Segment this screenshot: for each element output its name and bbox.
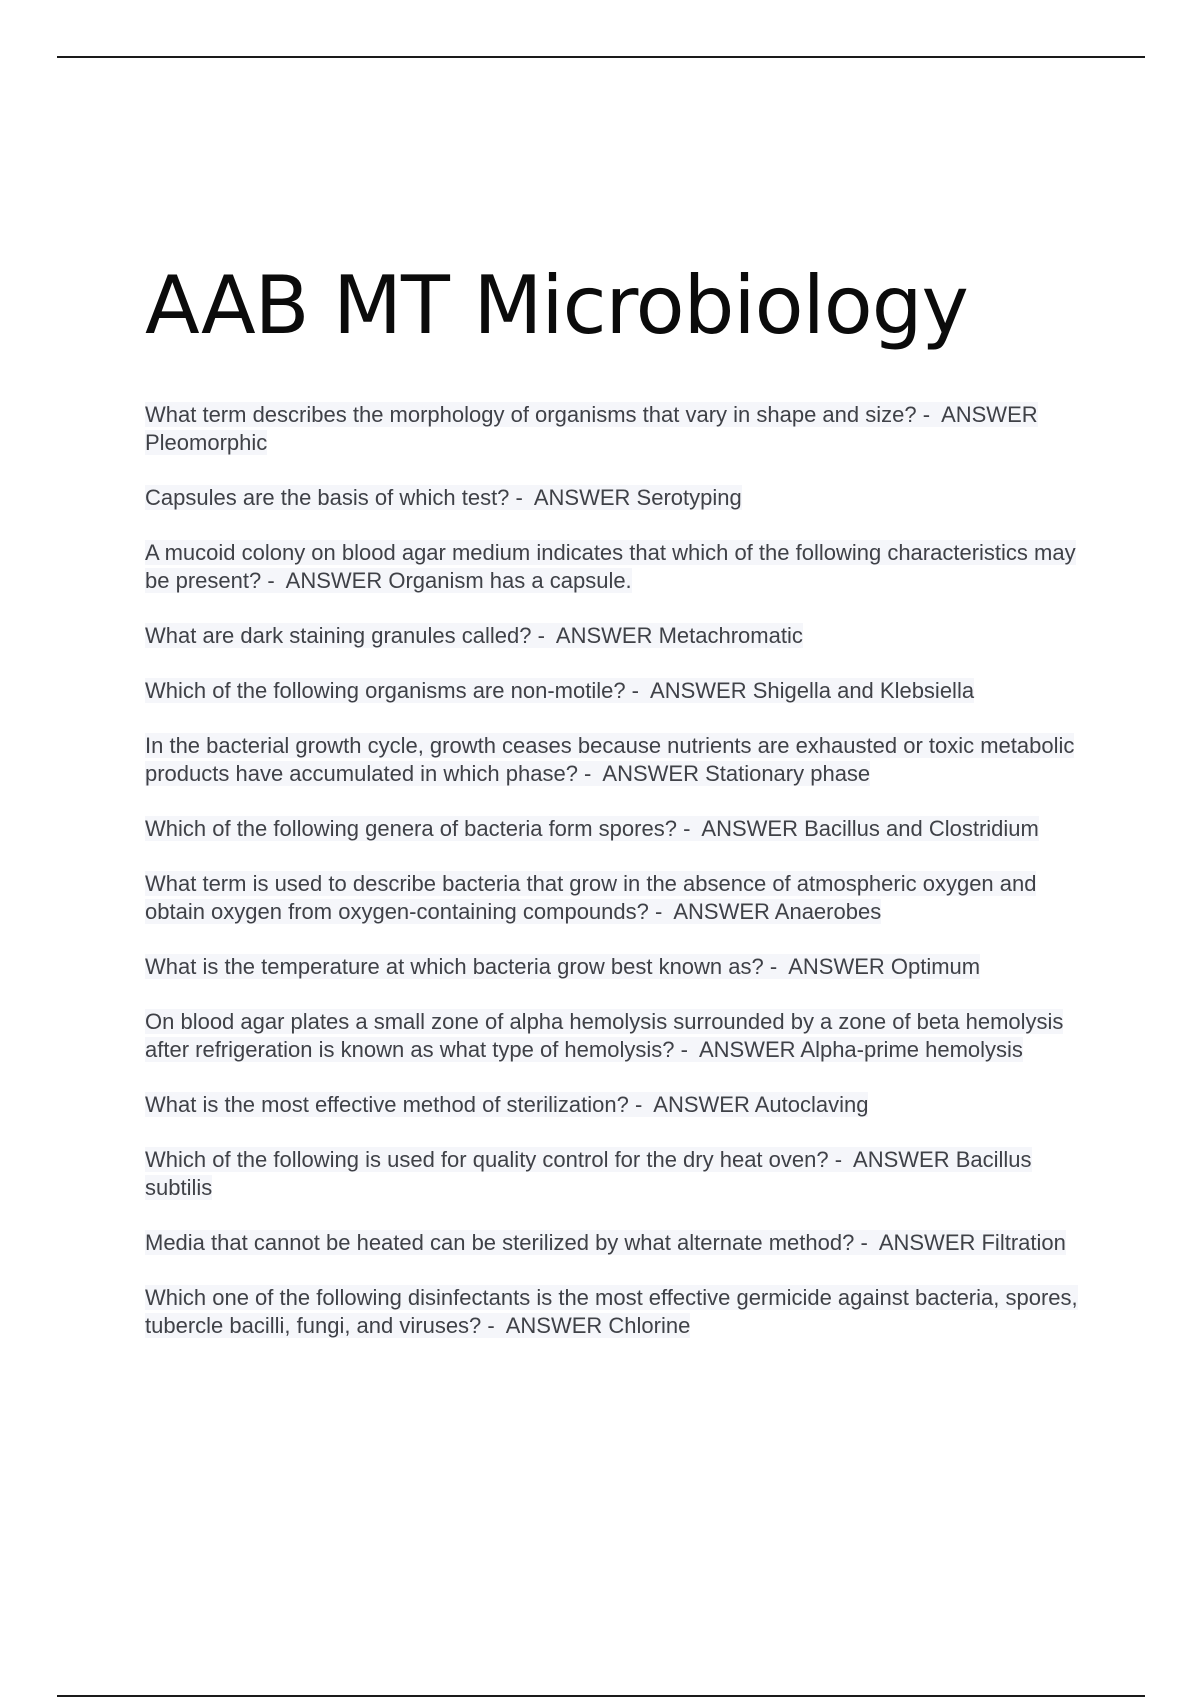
answer-text: ANSWER Alpha-prime hemolysis [698, 1037, 1023, 1062]
answer-text: ANSWER Bacillus subtilis [145, 1147, 1032, 1200]
qa-item [145, 870, 1090, 926]
qa-item [145, 401, 1090, 457]
answer-separator: - [916, 402, 942, 427]
question-text: Which of the following organisms are non-motile? [145, 678, 626, 703]
qa-item [145, 1008, 1090, 1064]
qa-item [145, 622, 1090, 650]
question-text: What is the most effective method of sterilization? [145, 1092, 629, 1117]
qa-item [145, 539, 1090, 595]
answer-text: ANSWER Shigella and Klebsiella [650, 678, 975, 703]
question-text: In the bacterial growth cycle, growth ceases because nutrients are exhausted or toxic metabolic products have accumulated in which phase? [145, 733, 1075, 786]
question-text: On blood agar plates a small zone of alpha hemolysis surrounded by a zone of beta hemolysis after refrigeration is known as what type of hemolysis? [145, 1009, 1064, 1062]
qa-item [145, 1091, 1090, 1119]
qa-item [145, 1146, 1090, 1202]
question-text: What term is used to describe bacteria that grow in the absence of atmospheric oxygen and obtain oxygen from oxygen-containing compounds? [145, 871, 1037, 924]
qa-item [145, 815, 1090, 843]
question-text: What term describes the morphology of organisms that vary in shape and size? [145, 402, 917, 427]
answer-separator: - [577, 761, 603, 786]
answer-text: ANSWER Bacillus and Clostridium [701, 816, 1039, 841]
qa-item [145, 732, 1090, 788]
answer-text: ANSWER Metachromatic [555, 623, 803, 648]
answer-text: ANSWER Chlorine [505, 1313, 691, 1338]
answer-separator: - [763, 954, 789, 979]
bottom-rule [57, 1695, 1145, 1697]
answer-separator: - [674, 1037, 699, 1062]
question-text: A mucoid colony on blood agar medium indicates that which of the following characteristics may be present? [145, 540, 1076, 593]
qa-list [145, 401, 1090, 1367]
question-text: Media that cannot be heated can be sterilized by what alternate method? [145, 1230, 855, 1255]
answer-text: ANSWER Anaerobes [673, 899, 882, 924]
answer-separator: - [628, 1092, 654, 1117]
answer-text: ANSWER Optimum [788, 954, 981, 979]
top-rule [57, 56, 1145, 58]
answer-separator: - [481, 1313, 506, 1338]
qa-item [145, 484, 1090, 512]
question-text: Which of the following genera of bacteria form spores? [145, 816, 677, 841]
answer-separator: - [828, 1147, 854, 1172]
document-title: AAB MT Microbiology [145, 259, 968, 352]
answer-separator: - [676, 816, 702, 841]
answer-separator: - [648, 899, 674, 924]
question-text: What is the temperature at which bacteria grow best known as? [145, 954, 764, 979]
answer-separator: - [509, 485, 534, 510]
answer-text: ANSWER Autoclaving [653, 1092, 869, 1117]
qa-item [145, 953, 1090, 981]
answer-text: ANSWER Organism has a capsule. [285, 568, 632, 593]
qa-item [145, 1284, 1090, 1340]
question-text: Which of the following is used for quality control for the dry heat oven? [145, 1147, 829, 1172]
answer-separator: - [261, 568, 286, 593]
answer-text: ANSWER Serotyping [533, 485, 742, 510]
qa-item [145, 677, 1090, 705]
answer-text: ANSWER Pleomorphic [145, 402, 1038, 455]
answer-separator: - [854, 1230, 879, 1255]
answer-text: ANSWER Stationary phase [602, 761, 871, 786]
answer-separator: - [531, 623, 556, 648]
answer-separator: - [625, 678, 651, 703]
question-text: Which one of the following disinfectants is the most effective germicide against bacteria, spores, tubercle bacilli, fungi, and viruses? [145, 1285, 1078, 1338]
qa-item [145, 1229, 1090, 1257]
answer-text: ANSWER Filtration [878, 1230, 1066, 1255]
question-text: What are dark staining granules called? [145, 623, 532, 648]
question-text: Capsules are the basis of which test? [145, 485, 510, 510]
